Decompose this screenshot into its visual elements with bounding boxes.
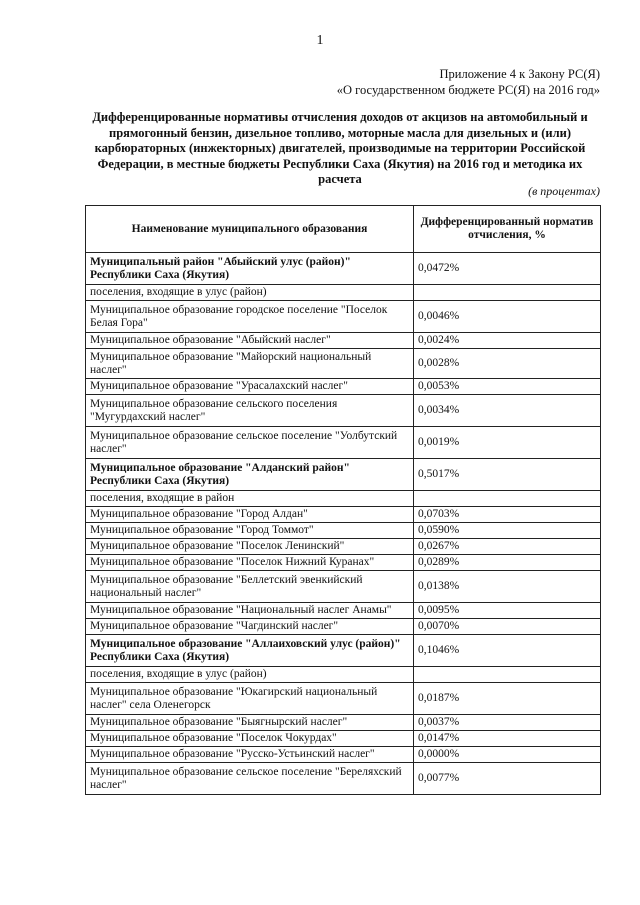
municipality-name: Муниципальное образование "Урасалахский наслег": [86, 379, 414, 395]
municipality-name: Муниципальное образование "Быягнырский наслег": [86, 715, 414, 731]
table-row: [86, 731, 601, 747]
norm-value: 0,0019%: [414, 427, 601, 459]
table-row: [86, 715, 601, 731]
table-row: [86, 667, 601, 683]
norm-value: 0,0590%: [414, 523, 601, 539]
municipality-name: Муниципальное образование "Беллетский эвенкийский национальный наслег": [86, 571, 414, 603]
table-row: [86, 619, 601, 635]
table-row: [86, 333, 601, 349]
norm-value: [414, 285, 601, 301]
norm-value: 0,0077%: [414, 763, 601, 795]
appendix-line-2: «О государственном бюджете РС(Я) на 2016 год»: [336, 83, 600, 97]
table-header-row: [86, 206, 601, 253]
table-row: [86, 395, 601, 427]
header-municipality: Наименование муниципального образования: [86, 206, 414, 253]
municipality-name: Муниципальное образование "Город Алдан": [86, 507, 414, 523]
municipality-name: Муниципальное образование "Абыйский наслег": [86, 333, 414, 349]
table-row: [86, 491, 601, 507]
norm-value: 0,0138%: [414, 571, 601, 603]
municipality-name: Муниципальный район "Абыйский улус (район)" Республики Саха (Якутия): [86, 253, 414, 285]
municipality-name: поселения, входящие в район: [86, 491, 414, 507]
norms-table: [85, 205, 601, 795]
table-row: [86, 635, 601, 667]
municipality-name: Муниципальное образование "Город Томмот": [86, 523, 414, 539]
table-row: [86, 301, 601, 333]
municipality-name: Муниципальное образование "Чагдинский наслег": [86, 619, 414, 635]
norm-value: 0,0024%: [414, 333, 601, 349]
norm-value: 0,0046%: [414, 301, 601, 333]
norm-value: 0,0703%: [414, 507, 601, 523]
page-number: 1: [316, 33, 324, 48]
table-row: [86, 379, 601, 395]
table-row: [86, 603, 601, 619]
municipality-name: Муниципальное образование "Русско-Устьинский наслег": [86, 747, 414, 763]
table-row: [86, 539, 601, 555]
table-row: [86, 571, 601, 603]
table-row: [86, 253, 601, 285]
appendix-line-1: Приложение 4 к Закону РС(Я): [439, 67, 600, 81]
municipality-name: поселения, входящие в улус (район): [86, 667, 414, 683]
municipality-name: Муниципальное образование "Поселок Ленинский": [86, 539, 414, 555]
table-row: [86, 523, 601, 539]
municipality-name: Муниципальное образование "Поселок Нижний Куранах": [86, 555, 414, 571]
municipality-name: Муниципальное образование сельское поселение "Уолбутский наслег": [86, 427, 414, 459]
norm-value: 0,0095%: [414, 603, 601, 619]
norm-value: 0,0147%: [414, 731, 601, 747]
municipality-name: Муниципальное образование "Поселок Чокурдах": [86, 731, 414, 747]
table-row: [86, 507, 601, 523]
norm-value: [414, 667, 601, 683]
municipality-name: Муниципальное образование "Майорский национальный наслег": [86, 349, 414, 379]
municipality-name: Муниципальное образование "Юкагирский национальный наслег" села Оленегорск: [86, 683, 414, 715]
norm-value: 0,0267%: [414, 539, 601, 555]
norm-value: 0,5017%: [414, 459, 601, 491]
header-norm: Дифференцированный норматив отчисления, %: [414, 206, 601, 253]
norm-value: 0,0187%: [414, 683, 601, 715]
norm-value: 0,0034%: [414, 395, 601, 427]
table-row: [86, 683, 601, 715]
municipality-name: Муниципальное образование "Алданский район" Республики Саха (Якутия): [86, 459, 414, 491]
municipality-name: Муниципальное образование сельского поселения "Мугурдахский наслег": [86, 395, 414, 427]
table-row: [86, 747, 601, 763]
norm-value: 0,0472%: [414, 253, 601, 285]
table-row: [86, 349, 601, 379]
norm-value: 0,0070%: [414, 619, 601, 635]
norm-value: 0,1046%: [414, 635, 601, 667]
municipality-name: Муниципальное образование городское поселение "Поселок Белая Гора": [86, 301, 414, 333]
norm-value: 0,0028%: [414, 349, 601, 379]
municipality-name: Муниципальное образование "Национальный наслег Анамы": [86, 603, 414, 619]
norm-value: 0,0053%: [414, 379, 601, 395]
table-row: [86, 459, 601, 491]
municipality-name: Муниципальное образование "Аллаиховский улус (район)" Республики Саха (Якутия): [86, 635, 414, 667]
municipality-name: Муниципальное образование сельское поселение "Береляхский наслег": [86, 763, 414, 795]
norm-value: 0,0289%: [414, 555, 601, 571]
table-row: [86, 427, 601, 459]
norm-value: 0,0037%: [414, 715, 601, 731]
units-note: (в процентах): [528, 184, 600, 198]
municipality-name: поселения, входящие в улус (район): [86, 285, 414, 301]
norm-value: [414, 491, 601, 507]
norm-value: 0,0000%: [414, 747, 601, 763]
table-row: [86, 763, 601, 795]
table-row: [86, 555, 601, 571]
table-row: [86, 285, 601, 301]
appendix-reference: [337, 66, 600, 98]
document-title: Дифференцированные нормативы отчисления доходов от акцизов на автомобильный и прямогонный бензин, дизельное топливо, моторные масла для дизельных и (или) карбюраторных (инжекторных) двигателей, производимые на территории Российской Федерации, в местные бюджеты Республики Саха (Якутия) на 2016 год и методика их расчета: [92, 110, 588, 186]
